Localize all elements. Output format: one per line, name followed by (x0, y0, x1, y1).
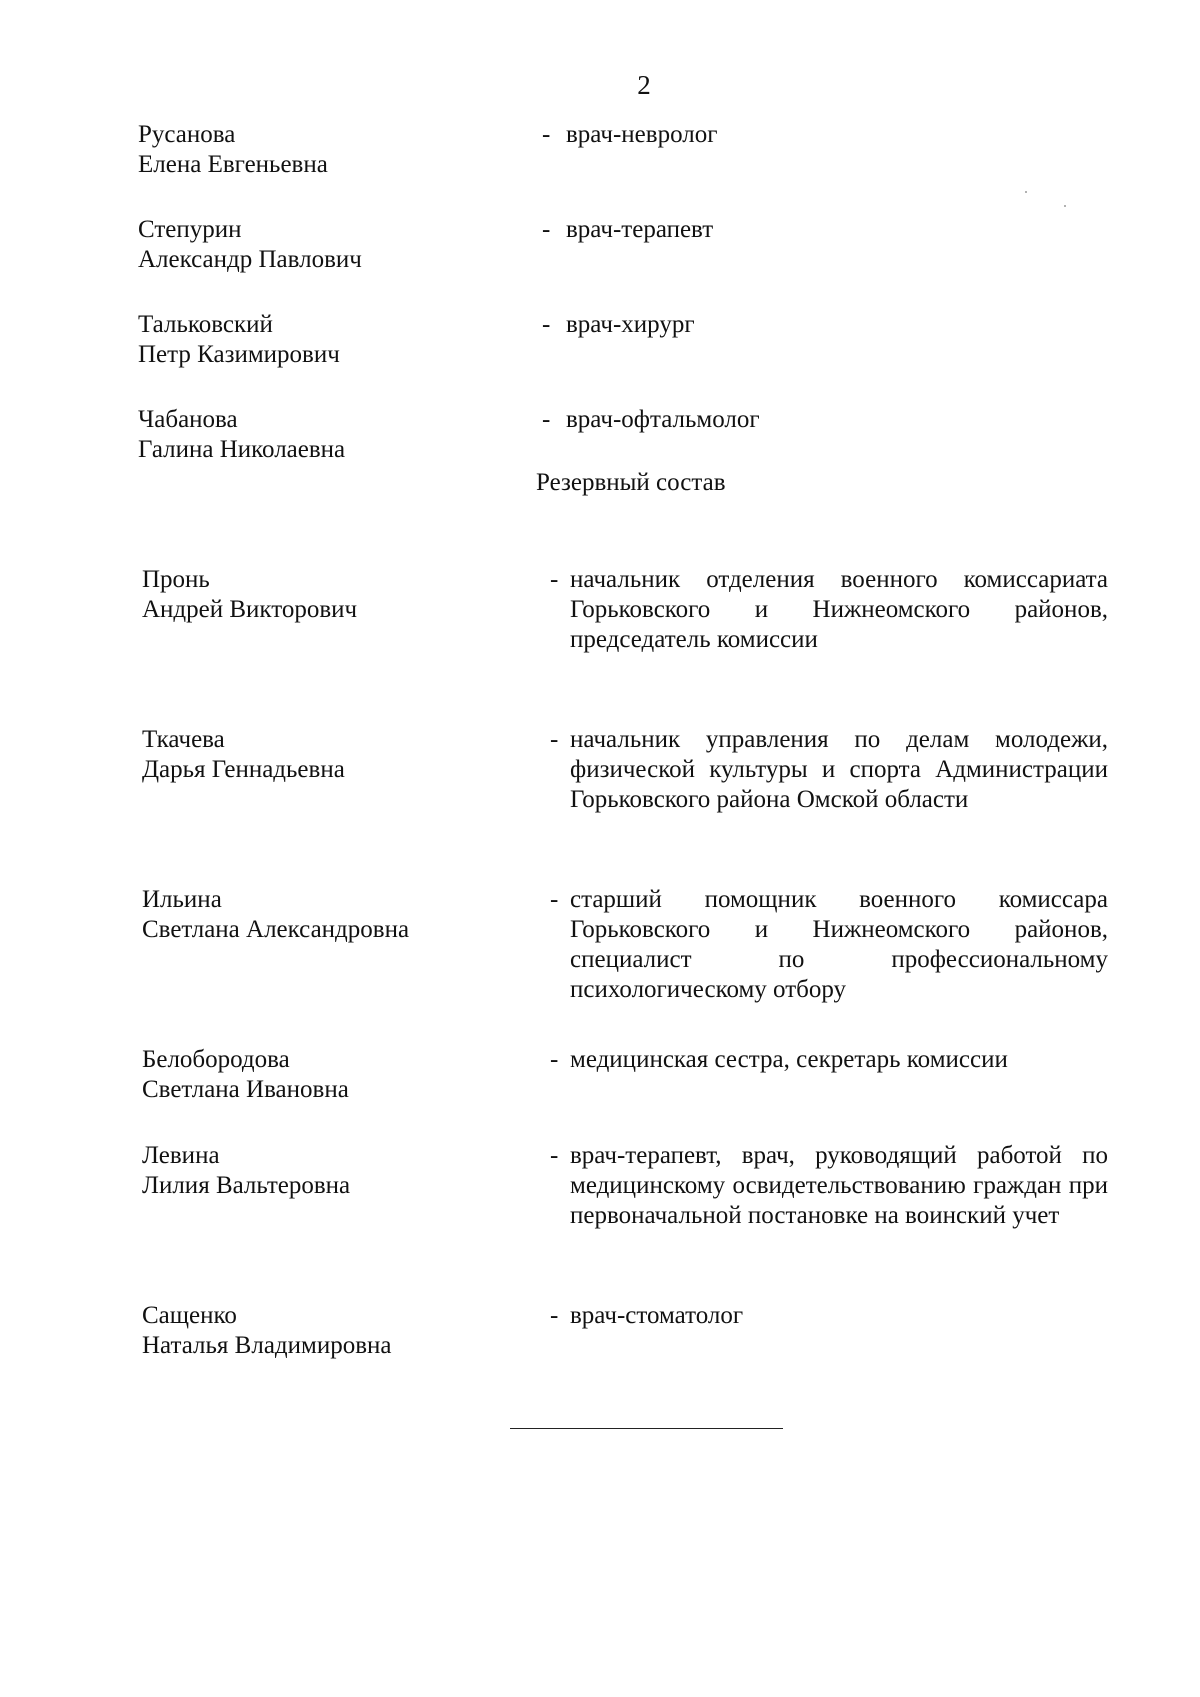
dash-marker: - (550, 726, 559, 753)
member-surname: Тальковский (138, 311, 273, 338)
page-number: 2 (637, 70, 651, 100)
member-name (142, 565, 512, 625)
member-surname: Сащенко (142, 1302, 237, 1329)
scan-speck (1025, 191, 1027, 193)
member-name (138, 120, 508, 180)
dash-marker: - (550, 886, 559, 913)
member-name (142, 885, 512, 945)
member-surname: Пронь (142, 566, 210, 593)
dash-marker: - (542, 406, 551, 433)
member-given-name: Светлана Ивановна (142, 1076, 349, 1103)
closing-rule-line (510, 1428, 783, 1429)
member-name (142, 1141, 512, 1201)
scan-speck (1064, 205, 1066, 207)
dash-marker: - (550, 1142, 559, 1169)
dash-marker: - (550, 1302, 559, 1329)
member-given-name: Андрей Викторович (142, 596, 358, 623)
dash-marker: - (542, 311, 551, 338)
member-position: врач-невролог (566, 121, 718, 148)
member-name (142, 1301, 512, 1361)
member-name (138, 215, 508, 275)
member-surname: Русанова (138, 121, 236, 148)
member-surname: Ткачева (142, 726, 225, 753)
member-position: врач-терапевт, врач, руководящий работой по медицинскому освидетельствованию граждан при первоначальной постановке на воинский учет (570, 1142, 1108, 1229)
member-given-name: Дарья Геннадьевна (142, 756, 345, 783)
member-position: медицинская сестра, секретарь комиссии (570, 1046, 1008, 1073)
member-surname: Чабанова (138, 406, 238, 433)
member-name (142, 1045, 512, 1105)
member-given-name: Галина Николаевна (138, 436, 346, 463)
member-name (138, 405, 508, 465)
member-surname: Степурин (138, 216, 242, 243)
member-position: старший помощник военного комиссара Горьковского и Нижнеомского районов, специалист по профессиональному психологическому отбору (570, 886, 1108, 1003)
member-position: врач-терапевт (566, 216, 714, 243)
member-surname: Левина (142, 1142, 220, 1169)
dash-marker: - (542, 216, 551, 243)
dash-marker: - (550, 1046, 559, 1073)
member-given-name: Петр Казимирович (138, 341, 340, 368)
member-given-name: Лилия Вальтеровна (142, 1172, 351, 1199)
member-position: врач-офтальмолог (566, 406, 760, 433)
member-position: врач-хирург (566, 311, 695, 338)
dash-marker: - (542, 121, 551, 148)
member-name (142, 725, 512, 785)
member-surname: Ильина (142, 886, 222, 913)
member-position: начальник управления по делам молодежи, физической культуры и спорта Администрации Горьковского района Омской области (570, 726, 1108, 813)
member-given-name: Наталья Владимировна (142, 1332, 392, 1359)
member-given-name: Елена Евгеньевна (138, 151, 328, 178)
member-position: начальник отделения военного комиссариата Горьковского и Нижнеомского районов, председатель комиссии (570, 566, 1108, 653)
member-name (138, 310, 508, 370)
member-position: врач-стоматолог (570, 1302, 744, 1329)
member-given-name: Светлана Александровна (142, 916, 410, 943)
member-surname: Белобородова (142, 1046, 290, 1073)
dash-marker: - (550, 566, 559, 593)
member-given-name: Александр Павлович (138, 246, 362, 273)
reserve-section-title: Резервный состав (536, 469, 726, 496)
